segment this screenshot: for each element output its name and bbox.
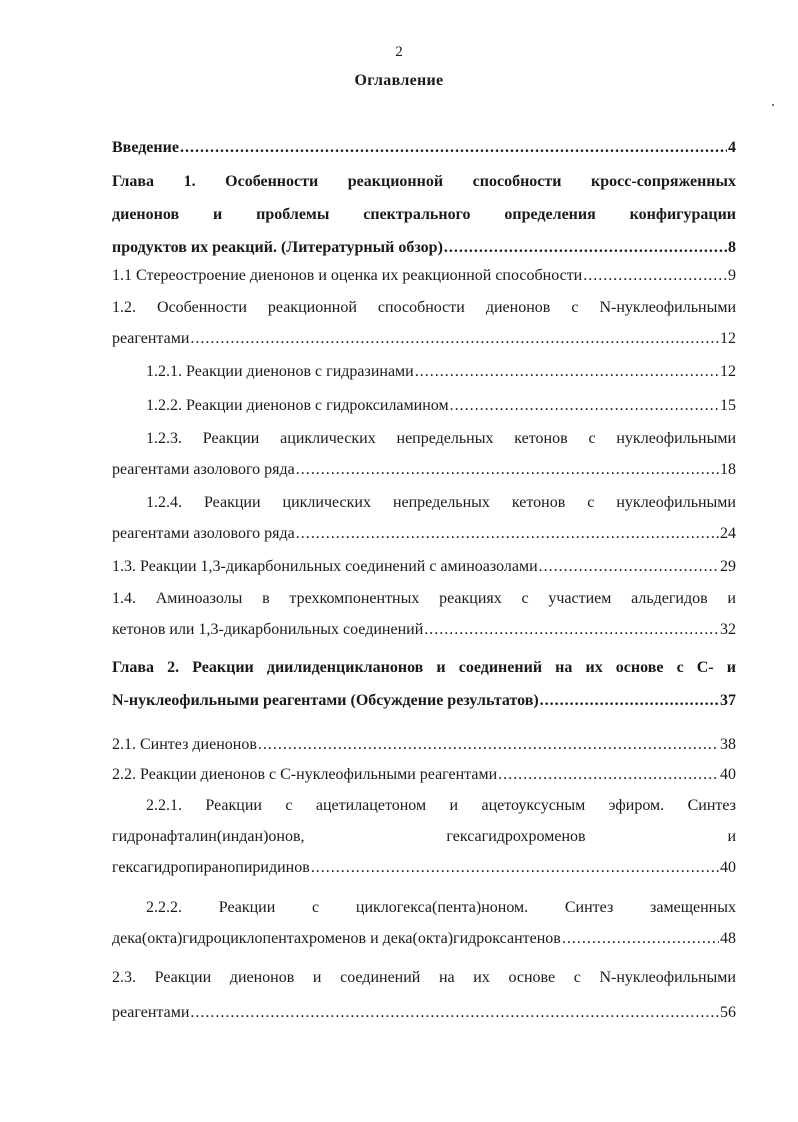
dot-leader <box>498 759 719 790</box>
toc-entry-chapter-1[interactable] <box>112 166 736 263</box>
toc-entry-1-2-3[interactable] <box>112 423 736 485</box>
toc-entry-1-2[interactable] <box>112 292 736 354</box>
dot-leader <box>190 323 719 354</box>
toc-entry-2-2-2[interactable] <box>112 892 736 954</box>
toc-entry-text: диенонов и проблемы спектрального определения конфигурации <box>112 206 736 223</box>
toc-entry-text: 1.3. Реакции 1,3-дикарбонильных соединений с аминоазолами <box>112 558 538 575</box>
toc-entry-2-2-1[interactable] <box>112 790 736 883</box>
toc-entry-1-2-2[interactable] <box>146 390 736 421</box>
toc-entry-text: продуктов их реакций. (Литературный обзор) <box>112 239 443 256</box>
toc-entry-text: кетонов или 1,3-дикарбонильных соединений <box>112 621 424 638</box>
toc-entry-text: N-нуклеофильными реагентами (Обсуждение результатов) <box>112 692 539 709</box>
toc-entry-text: 2.2.1. Реакции с ацетилацетоном и ацетоуксусным эфиром. Синтез <box>146 797 736 814</box>
toc-entry-2-3[interactable] <box>112 962 736 1028</box>
toc-page-number: 48 <box>720 930 736 947</box>
toc-entry-text: реагентами азолового ряда <box>112 461 295 478</box>
toc-page-number: 40 <box>720 766 736 783</box>
dot-leader <box>450 390 719 421</box>
toc-entry-1-4[interactable] <box>112 583 736 645</box>
toc-entry-text: 2.3. Реакции диенонов и соединений на их основе с N-нуклеофильными <box>112 969 736 986</box>
toc-entry-text: реагентами <box>112 330 190 347</box>
toc-entry-2-2[interactable] <box>112 759 736 790</box>
toc-page-number: 15 <box>720 397 736 414</box>
toc-entry-text: 1.2.1. Реакции диенонов с гидразинами <box>146 363 414 380</box>
toc-entry-1-1[interactable] <box>112 260 736 291</box>
dot-leader <box>540 685 719 716</box>
toc-entry-text: гидронафталин(индан)онов, гексагидрохроменов и <box>112 828 736 845</box>
toc-entry-intro[interactable] <box>112 132 736 163</box>
toc-page-number: 40 <box>720 859 736 876</box>
toc-entry-text: 2.2.2. Реакции с циклогекса(пента)ноном. Синтез замещенных <box>146 899 736 916</box>
toc-page-number: 9 <box>728 267 736 284</box>
dot-leader <box>311 852 719 883</box>
dot-leader <box>296 518 719 549</box>
dot-leader <box>562 923 719 954</box>
toc-entry-1-3[interactable] <box>112 551 736 582</box>
scan-speck <box>772 104 774 106</box>
toc-page-number: 4 <box>728 139 736 156</box>
dot-leader <box>180 132 727 163</box>
toc-entry-text: 1.1 Стереостроение диенонов и оценка их реакционной способности <box>112 267 583 284</box>
toc-page-number: 38 <box>720 736 736 753</box>
page-title: Оглавление <box>354 72 444 89</box>
toc-entry-text: 1.2.2. Реакции диенонов с гидроксиламином <box>146 397 449 414</box>
toc-entry-2-1[interactable] <box>112 729 736 760</box>
toc-entry-text: дека(окта)гидроциклопентахроменов и дека(окта)гидроксантенов <box>112 930 561 947</box>
toc-entry-text: 1.4. Аминоазолы в трехкомпонентных реакциях с участием альдегидов и <box>112 590 736 607</box>
toc-entry-text: 1.2.4. Реакции циклических непредельных кетонов с нуклеофильными <box>146 494 736 511</box>
dot-leader <box>444 232 727 263</box>
toc-entry-text: 1.2.3. Реакции ациклических непредельных кетонов с нуклеофильными <box>146 430 736 447</box>
toc-entry-text: реагентами азолового ряда <box>112 525 295 542</box>
toc-page-number: 37 <box>720 692 736 709</box>
dot-leader <box>424 614 719 645</box>
dot-leader <box>190 997 719 1028</box>
toc-entry-text: гексагидропиранопиридинов <box>112 859 310 876</box>
toc-page-number: 12 <box>720 330 736 347</box>
toc-entry-1-2-4[interactable] <box>112 487 736 549</box>
dot-leader <box>583 260 727 291</box>
toc-page-number: 24 <box>720 525 736 542</box>
toc-page-number: 12 <box>720 363 736 380</box>
toc-entry-text: Глава 2. Реакции диилиденцикланонов и соединений на их основе с С- и <box>112 659 736 676</box>
page-number: 2 <box>395 44 403 60</box>
toc-page-number: 29 <box>720 558 736 575</box>
toc-entry-1-2-1[interactable] <box>146 356 736 387</box>
toc-entry-chapter-2[interactable] <box>112 652 736 716</box>
toc-entry-text: Введение <box>112 139 179 156</box>
toc-entry-text: 2.2. Реакции диенонов с С-нуклеофильными реагентами <box>112 766 498 783</box>
dot-leader <box>258 729 719 760</box>
dot-leader <box>539 551 719 582</box>
toc-page-number: 56 <box>720 1004 736 1021</box>
toc-entry-text: Глава 1. Особенности реакционной способности кросс-сопряженных <box>112 173 736 190</box>
toc-entry-text: реагентами <box>112 1004 190 1021</box>
toc-entry-text: 1.2. Особенности реакционной способности диенонов с N-нуклеофильными <box>112 299 736 316</box>
toc-page-number: 18 <box>720 461 736 478</box>
toc-entry-text: 2.1. Синтез диенонов <box>112 736 257 753</box>
toc-page-number: 32 <box>720 621 736 638</box>
dot-leader <box>415 356 719 387</box>
dot-leader <box>296 454 719 485</box>
toc-page-number: 8 <box>728 239 736 256</box>
